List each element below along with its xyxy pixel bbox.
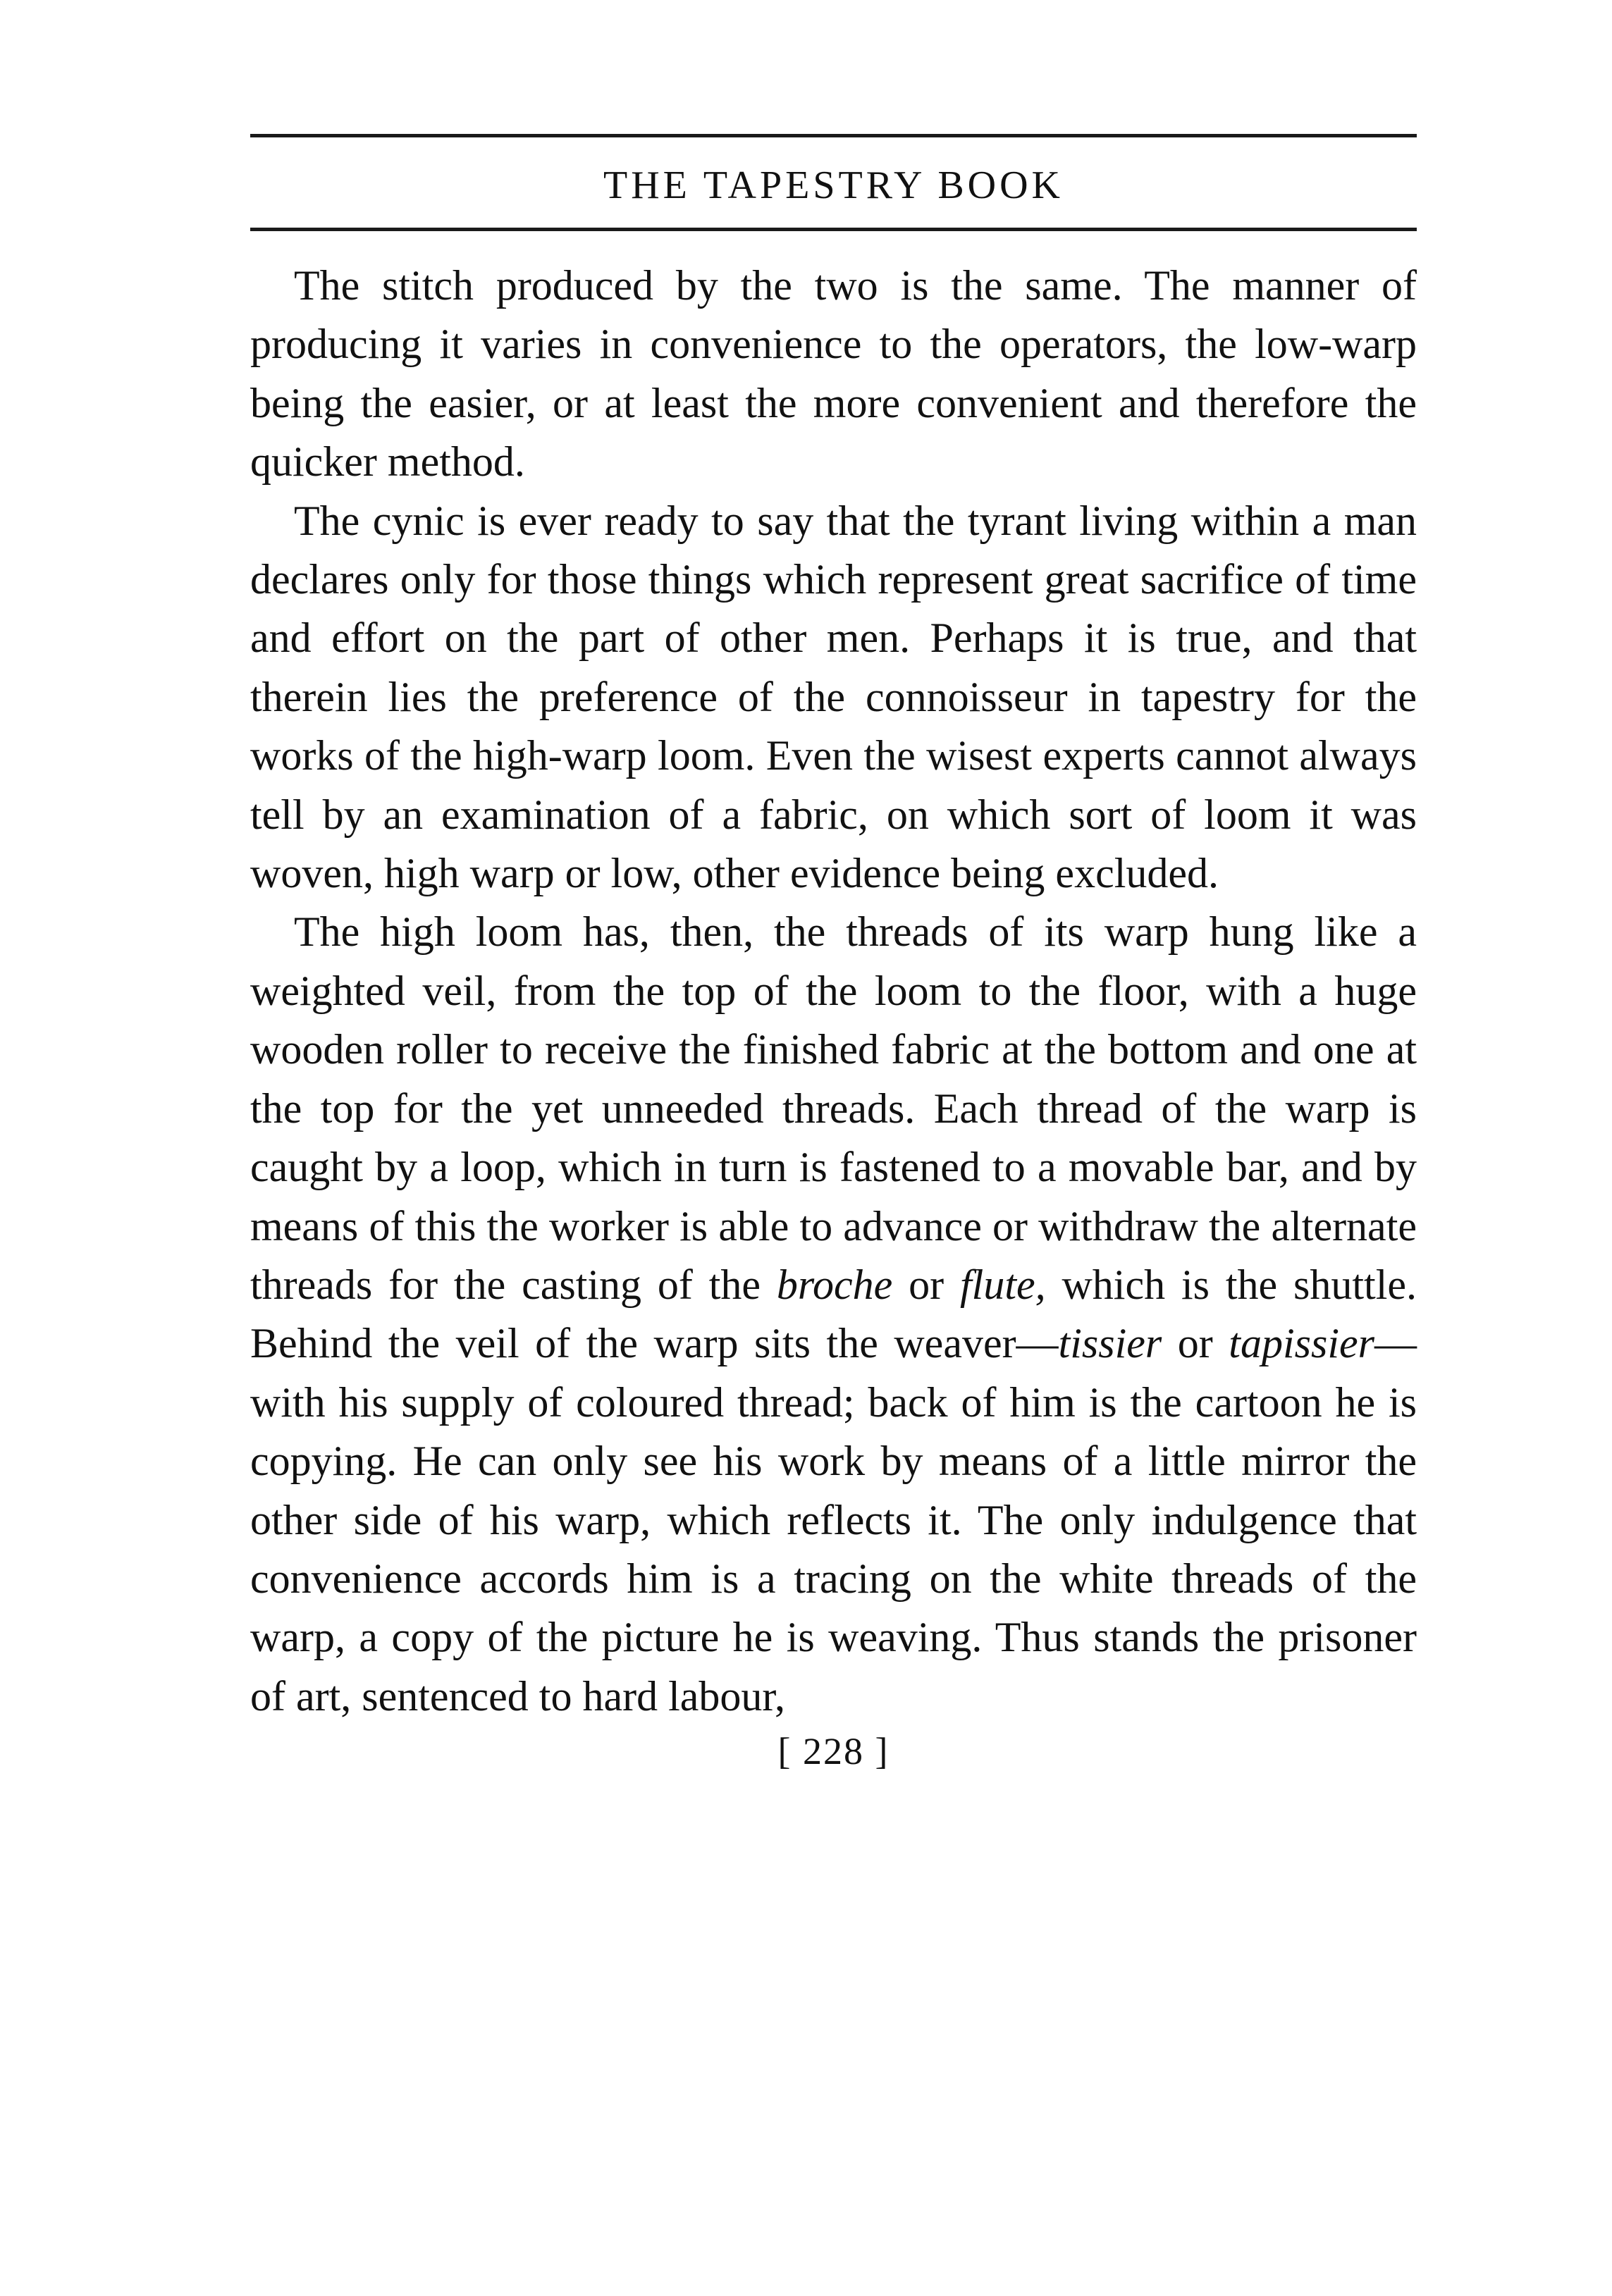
term-tissier: tissier (1058, 1320, 1162, 1367)
paragraph-3-text-5: —with his supply of coloured thread; back of him is the cartoon he is copying. He can only see his work by means of a little mirror the other side of his warp, which reflects it. The only indulgence that convenience accords him is a tracing on the white threads of the warp, a copy of the picture he is weaving. Thus stands the prisoner of art, sentenced to hard labour, (250, 1320, 1417, 1720)
page-number: [ 228 ] (777, 1730, 890, 1773)
header-rule (250, 228, 1417, 231)
term-flute: flute, (959, 1261, 1046, 1308)
body-text (250, 257, 1417, 1726)
term-tapissier: tapissier (1229, 1320, 1374, 1367)
paragraph-3-text-4: or (1162, 1320, 1229, 1367)
book-page (250, 134, 1417, 1772)
paragraph-2: The cynic is ever ready to say that the tyrant living within a man declares only for those things which represent great sacrifice of time and effort on the part of other men. Perhaps it is true, and that therein lies the preference of the connoisseur in tapestry for the works of the high-warp loom. Even the wisest experts cannot always tell by an examination of a fabric, on which sort of loom it was woven, high warp or low, other evidence being excluded. (250, 497, 1417, 897)
term-broche: broche (776, 1261, 893, 1308)
paragraph-3-text-2: or (892, 1261, 960, 1308)
paragraph-3 (250, 903, 1417, 1726)
running-title: THE TAPESTRY BOOK (603, 163, 1064, 207)
paragraph-3-text-3: which is the shuttle. Behind the veil of the warp sits the weaver— (250, 1261, 1417, 1367)
paragraph-3-text-1: The high loom has, then, the threads of its warp hung like a weighted veil, from the top of the loom to the floor, with a huge wooden roller to receive the finished fabric at the bottom and one at the top for the yet unneeded threads. Each thread of the warp is caught by a loop, which in turn is fastened to a movable bar, and by means of this the worker is able to advance or withdraw the alternate threads for the casting of the (250, 908, 1417, 1308)
paragraph-1: The stitch produced by the two is the same. The manner of producing it varies in convenience to the operators, the low-warp being the easier, or at least the more convenient and therefore the quicker method. (250, 262, 1417, 486)
